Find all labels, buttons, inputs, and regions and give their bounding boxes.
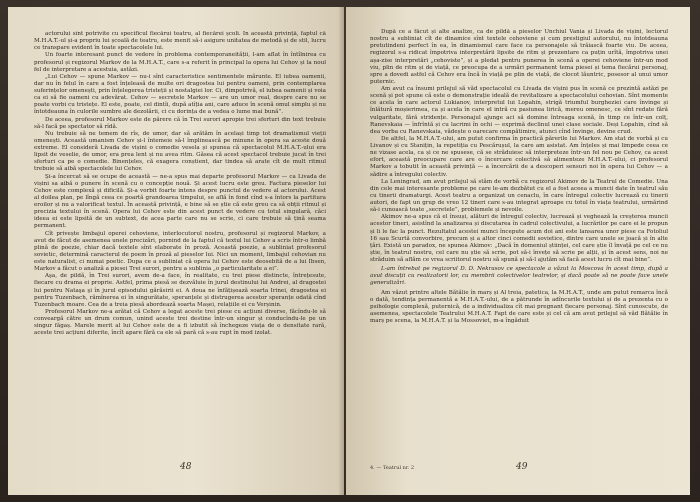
right-page-text [370, 29, 668, 461]
paragraph: Nu trebuie să ne temem de rîs, de umor, dar să arătăm în același timp tot dramatismul vieții omenești. Această umanism Cehov și-l întemeie să-l împlinească pe minune în opera sa aceste două extreme. El consideră Livada de vișini o comedie vesela și spunea că spectacolul M.H.A.T.-ului era lipsit de veselie, de umor, era prea lent și nu avea ritm. Găsea că acest spectacol trebuie jucat în trei sferturi ca pe o comedie. Binențeles, că exagera conștient, dar tindea să arate cît de mult ritmul trebuie să aibă spectacolele lui Cehov. [34, 130, 326, 173]
paragraph: Am avut ca însumi prilejul să văd spectacolul cu Livada de vișini pus în scenă ce prezintă astăzi pe scenă și pot spune că este o demonstrație ideală de revitalizare a spectacolului cehovian. Sînt momente ce acela în care actorul Lukianov, interpretul lui Lopahin, strigă triumful burgheziei care învinge și înlătură moșierimea, ca și acela în care el intră cu pasiunea lirică, mereu omenesc, ce sînt redate fără vulgaritate, fără stridențe. Personajul ajunge aci să domine întreaga scenă, în timp ce într-un colț, Ranevskaia — înfrîntă și cu lacrimi în ochi — exprimă declinul unei clase sociale. Deși Lopahin, cînd să dea vorba cu Ranevskaia, vădește o oarecare compătimire, atunci cînd învinge, devine crud. [370, 86, 668, 135]
paragraph: Și-a încercat să se ocupe de această — ne-a spus mai departe profesorul Markov — ca Livada de vișini sa aibă o punere în scenă cu o concepție nouă. Și acest lucru este greu. Factura pieselor lui Cehov este complexă și dificilă. Și-a vorbit foarte intens despre punctul de vedere al actorului. Acest al doilea plan, pe lîngă ceea ce poartă grandoarea timpului, se află în fond cînd s-a întors la partitura eroilor și nu a valorificat textul. În această privință, e bine să se știe că este greu ca să obții ritmul și precizia textului în scenă. Opera lui Cehov este din acest punct de vedere cu totul singulară, căci ideea ei este lipsită de un subtext, de acea parte care nu se scrie, ci care trebuie să țină seama permanent. [34, 173, 326, 230]
signature-mark: 4. — Teatrul nr. 2 [370, 465, 415, 471]
paragraph: Cît privește limbajul operei cehoviene, interlocutorul nostru, profesorul și regizorul Markov, a avut de făcut de asemenea unele precizări, pornind de la faptul că textul lui Cehov a scris într-o limbă plină de poezie, chiar dacă textele sînt elaborate în proză. Această poezie, a subliniat profesorul sovietic, determină caracterul de poem în proză al pieselor lui. Nici un moment, limbajul cehovian nu este naturalist, ci numai poetic. Dupa ce a subliniat că opera lui Cehov este deosebită de a lui Ibsen, Markov a făcut o analiză a piesei Trei surori, pentru a sublinia „o particularitate a ei”. [34, 230, 326, 273]
paragraph: Akimov ne-a spus că el însuși, alături de întregul colectiv, lucrează și veghează la creșterea muncii acestor tineri, asistînd la analizarea și discutarea în cadrul colectivului, a lucrărilor pe care ei le propun și li le fac la punct. Rezultatul acestei munci începute acum doi ani este lansarea unor piese ca Fotoliul 16 sau Scurtă convorbire, precum și a altor cinci comedii sovietice, dintre care unele se joacă și în alte țări. Există un paradox, ne spunea Akimov: „Dacă în domeniul științei, cel care știe îl învață pe cel ce nu știe, în teatrul nostru, cel care nu știe să scrie, pot să-i învețe să scrie pe alții, și în acest sens, noi ne străduim să aflăm ce vrea scriitorul nostru să spună și să-l ajutăm să facă acest lucru cît mai bine”. [370, 214, 668, 263]
paragraph: La Leningrad, am avut prilejul să stăm de vorbă cu regizorul Akimov de la Teatrul de Comedie. Una din cele mai interesante probleme pe care le-am dezbătut cu el a fost aceea a muncii date în teatrul său cu tinerii dramaturgi. Acest teatru a organizat un cenaclu, în care întregul colectiv lucrează cu tinerii autori, de fapt un grup de vreo 12 tineri care s-au integrat aproape cu totul în viața teatrului, urmărind să-i cunoască toate „secretele”, problemele și nevoile. [370, 178, 668, 214]
paragraph: actorului sînt potrivite cu specificul fiecărui teatru, al fiecărei școli. În această privință, faptul că M.H.A.T.-ul și-a propriu lui școală de teatru, este menit să-i asigure unitatea de metodă și de stil, lucru ce transpare evident în toate spectacolele lui. [34, 31, 326, 52]
left-page-text [34, 31, 326, 461]
paragraph: Profesorul Markov ne-a arătat că Cehov a legat aceste trei piese cu acțiuni diverse, făcîndu-le să conveargă către un drum comun, unind aceste trei destine într-un singur și conducîndu-le pe un singur făgaș. Marele merit al lui Cehov este de a fi izbutit să închegeze viața de o densitate rară, aceste trei acțiuni diferite, încît apare fără ca ele să pară că s-au rupt în mod izolat. [34, 308, 326, 337]
paragraph: Un foarte interesant punct de vedere în problema contemporaneității, l-am aflat în întîlnirea cu profesorul și regizorul Markov de la M.H.A.T., care s-a referit în principal la opera lui Cehov și la noul fel de interpretare a acestuia, astăzi. [34, 52, 326, 73]
paragraph: După ce a făcut și alte analize, ca de pildă a pieselor Unchiul Vania și Livada de vișini, lectorul nostru a subliniat cît de dinamice sînt textele cehoviene și cum prestigiul autorului, nu întotdeauna pretutindeni perfect în ea, în dinamismul care face ca personajele să trăiască foarte viu. De aceea, regizorul s-a ridicat împotriva interpretării lipsite de ritm și prezentare ca puțin urîtă, împotriva unei așa-zise interpretări „cehoviste”, și a pledat pentru punerea în scenă a operei cehoviene într-un mod viu, plin de ritm și de viață, ce preocupa de a urmări permanent tema piesei și tema fiecărui personaj, spre a dovedi astfel că Cehov era încă în viață pe plin de viață, de clocot lăuntric, posesor al unui umor puternic. [370, 29, 668, 85]
page-number: 49 [516, 462, 528, 472]
paragraph: De altfel, la M.H.A.T.-ului, am putut confirma în practică părerile lui Markov. Am stat de vorbă și cu Livanov și cu Stanițin, la repetiția cu Pescărușul, la care am asistat. Am înțeles și mai limpede ceea ce ne vizase acela, ca și ce ne spusese, că se străduiesc să interpreteze într-un fel nou pe Cehov, ca acest efort, această preocupare care are o încercare colectivă să alimenteze M.H.A.T.-ului, ci profesorul Markov a tobutit în această privință — a încercării de a descoperi sensuri noi în opera lui Cehov — a sădire a întregului colectiv. [370, 135, 668, 178]
paragraph: Aşa, de pildă, în Trei surori, avem de-a face, în realitate, cu trei piese distincte, întrețesute, fiecare cu drama ei proprie. Astfel, prima piesă se dezvăluie în jurul destinului lui Andrei, al dragostei lui pentru Nataşa şi în jurul episodului gărăsirii ei. A doua ne înfățișează soarta Irinei, dragostea ei pentru Tuzenbach, rămînerea ei în singurătate, speranțele și distrugerea acestor speranțe odată cînd Tuzenbach moare. Cea de a treia piesă abordează soarta Mașei, relațiile ei cu Verșinin. [34, 273, 326, 308]
italic-question: L-am întrebat pe regizorul D. D. Nekrasov ce spectacole a văzut la Moscova în acest timp, după a avut discuții cu realizatorii lor, cu membrii colectivelor teatrelor, și dacă poate să ne poate face unele generalizări. [370, 266, 668, 287]
paragraph: „Lui Cehov — spune Markov — nu-i sînt caracteristice sentimentele mărunte. El iubea oamenii, dar nu în felul în care a fost înțeleasă de multe ori dragostea lui pentru oameni, prin contemplarea suferințelor omenești, prin înțelegerea tristeții și nostalgiei lor. Ci, dimpotrivă, el iubea oamenii și voia ca ei să fie oameni cu adevărat. Cehov — secretele Markov — are un umor real, despre care nu se poate vorbi cu tristețe. El este, poate, cel dintîi, după atîția ani, care aduce în scenă omul simplu și nu întotdeauna în culorile sumbre ale dezolării, ci cu dorința de a vedea o lume mai bună”. [34, 73, 326, 116]
page-number: 48 [180, 462, 192, 472]
paragraph: De aceea, profesorul Markov este de părere că în Trei surori apropie trei sferturi din text trebuie să-l facă pe spectator să rîdă. [34, 116, 326, 130]
paragraph: Am văzut printre altele Bătălie în marș și Al treia, patetica, la M.H.A.T., unde am putut remarca încă o dată, tendința permanentă a M.H.A.T.-ului, de a pătrunde în adîncurile textului și de a prezenta cu o psihologie complexă, puternică, de a individualiza cît mai pregnant fiecare personaj. Sînt cunoscute, de asemenea, spectacolele Teatrului M.H.A.T. Fapt de care este și cel că am avut prilejul să văd Bătălie în marș pe scena, la M.H.A.T. și la Mossoviet, m-a îngăduit [370, 289, 668, 324]
right-page [346, 7, 690, 495]
left-page [8, 7, 344, 495]
